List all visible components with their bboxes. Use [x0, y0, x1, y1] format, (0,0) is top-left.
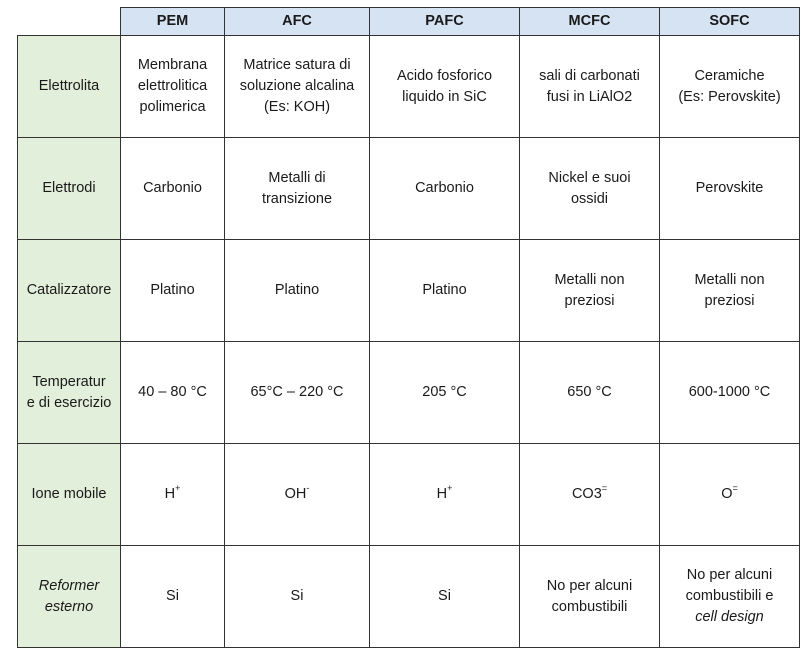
cell-line: Metalli non: [554, 271, 625, 288]
column-header-pem: PEM: [121, 8, 225, 36]
table-cell: [660, 342, 800, 444]
table-cell: [660, 138, 800, 240]
cell-line: Membrana: [137, 57, 208, 73]
row-header-ione-mobile: [18, 444, 121, 546]
cell-line: preziosi: [564, 292, 615, 309]
cell-line: 40 – 80 °C: [138, 384, 207, 400]
table-cell: [520, 546, 660, 648]
ion-formula: OH: [284, 486, 307, 502]
cell-line: (Es: Perovskite): [678, 88, 781, 105]
table-row: [18, 138, 800, 240]
cell-line: No per alcuni: [546, 577, 633, 594]
cell-line: 205 °C: [422, 384, 467, 400]
corner-cell: [18, 8, 121, 36]
column-header-mcfc: MCFC: [520, 8, 660, 36]
row-header-line: Catalizzatore: [26, 282, 112, 298]
cell-line: elettrolitica: [137, 78, 208, 94]
row-header-line: esterno: [44, 598, 94, 615]
table-cell: [225, 240, 370, 342]
table-cell: [660, 546, 800, 648]
row-header-elettrolita: [18, 36, 121, 138]
table-cell: [520, 36, 660, 138]
cell-line: Acido fosforico: [396, 67, 493, 84]
table-cell: [370, 36, 520, 138]
table-cell: [121, 138, 225, 240]
table-cell: [121, 240, 225, 342]
cell-line: polimerica: [139, 99, 206, 115]
table-cell: [370, 444, 520, 546]
cell-line: Ceramiche: [694, 67, 765, 84]
ion-charge: +: [175, 483, 181, 494]
row-header-line: Reformer: [38, 577, 100, 594]
ion-charge: -: [306, 483, 310, 494]
cell-line: Si: [290, 588, 304, 604]
ion-formula: H: [164, 486, 176, 502]
header-row: [18, 8, 800, 36]
cell-line: preziosi: [704, 292, 755, 309]
table-cell: [121, 546, 225, 648]
cell-line: Matrice satura di: [243, 57, 351, 73]
table-cell: [121, 444, 225, 546]
table-cell: [520, 138, 660, 240]
table-row: [18, 342, 800, 444]
table-row: [18, 240, 800, 342]
table-cell: [121, 36, 225, 138]
cell-line: Perovskite: [695, 180, 764, 196]
row-header-line: Elettrodi: [42, 180, 96, 196]
cell-line: Platino: [274, 282, 320, 298]
table-cell: [370, 138, 520, 240]
cell-line: soluzione alcalina: [239, 78, 355, 94]
table-cell: [660, 36, 800, 138]
cell-line: combustibili e: [685, 588, 774, 604]
table-cell: [520, 444, 660, 546]
cell-line: ossidi: [570, 190, 609, 207]
row-header-line: Ione mobile: [31, 486, 107, 502]
cell-line: Carbonio: [415, 180, 474, 196]
column-header-afc: AFC: [225, 8, 370, 36]
table-cell: [370, 342, 520, 444]
table-cell: [225, 36, 370, 138]
table-cell: [660, 444, 800, 546]
cell-line: 650 °C: [567, 384, 612, 400]
table-cell: [121, 342, 225, 444]
row-header-elettrodi: [18, 138, 121, 240]
table-cell: [370, 546, 520, 648]
table-row: [18, 36, 800, 138]
table-cell: [225, 546, 370, 648]
row-header-line: Elettrolita: [38, 78, 100, 94]
cell-line: No per alcuni: [686, 567, 773, 583]
table-cell: [520, 240, 660, 342]
cell-line: Metalli di: [268, 169, 326, 186]
table-row: [18, 546, 800, 648]
cell-line: Platino: [150, 282, 195, 298]
fuel-cell-comparison-table: [17, 7, 800, 648]
cell-line: Metalli non: [694, 271, 765, 288]
cell-line: fusi in LiAlO2: [546, 88, 633, 105]
table-cell: [225, 444, 370, 546]
cell-line: Platino: [422, 282, 467, 298]
ion-formula: H: [436, 486, 448, 502]
table-cell: [225, 138, 370, 240]
cell-line: sali di carbonati: [539, 67, 640, 84]
cell-line: transizione: [261, 190, 333, 207]
column-header-pafc: PAFC: [370, 8, 520, 36]
cell-line: 600-1000 °C: [688, 384, 771, 400]
cell-line: 65°C – 220 °C: [250, 384, 344, 400]
table-cell: [520, 342, 660, 444]
row-header-line: e di esercizio: [26, 394, 112, 411]
ion-charge: +: [447, 483, 453, 494]
table-cell: [225, 342, 370, 444]
ion-formula: CO3: [571, 486, 602, 502]
cell-line: Nickel e suoi: [548, 169, 631, 186]
cell-line: Si: [438, 588, 451, 604]
cell-line: cell design: [695, 609, 764, 625]
table-cell: [660, 240, 800, 342]
column-header-sofc: SOFC: [660, 8, 800, 36]
table-row: [18, 444, 800, 546]
ion-charge: =: [601, 483, 608, 494]
cell-line: Carbonio: [143, 180, 202, 196]
cell-line: (Es: KOH): [263, 99, 331, 115]
ion-charge: =: [732, 483, 738, 494]
ion-formula: O: [721, 486, 733, 502]
row-header-line: Temperatur: [32, 373, 106, 390]
cell-line: liquido in SiC: [402, 88, 487, 105]
row-header-temperatura: [18, 342, 121, 444]
row-header-reformer-esterno: [18, 546, 121, 648]
cell-line: Si: [166, 588, 179, 604]
row-header-catalizzatore: [18, 240, 121, 342]
cell-line: combustibili: [551, 598, 628, 615]
table-cell: [370, 240, 520, 342]
